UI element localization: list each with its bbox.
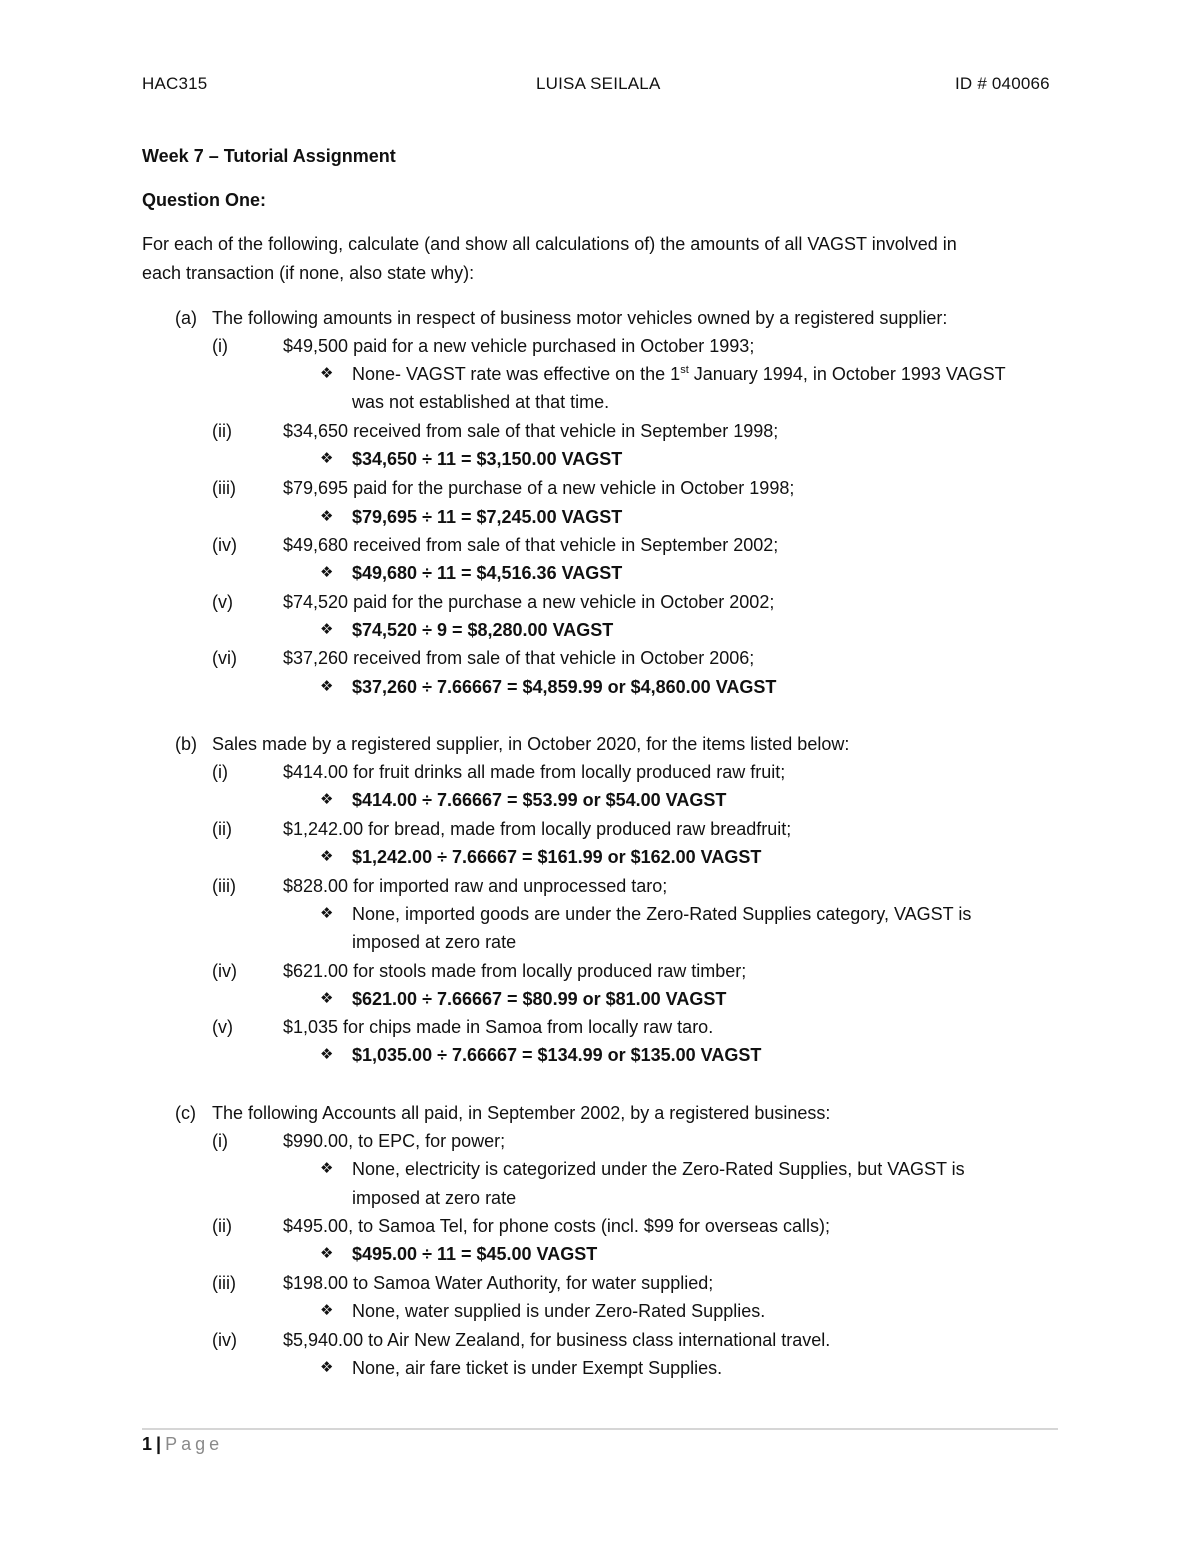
page-word: Page: [165, 1434, 224, 1454]
header-student-id: ID # 040066: [955, 74, 1050, 93]
item-b-i-number: (i): [212, 762, 228, 782]
item-c-iv-number: (iv): [212, 1330, 237, 1350]
item-b-iii-answer-line-2: imposed at zero rate: [352, 932, 517, 952]
item-a-iv-answer: $49,680 ÷ 11 = $4,516.36 VAGST: [352, 563, 623, 583]
item-c-i-text: $990.00, to EPC, for power;: [283, 1131, 506, 1151]
item-c-iii-number: (iii): [212, 1273, 236, 1293]
item-a-v-number: (v): [212, 592, 233, 612]
item-a-ii-answer: $34,650 ÷ 11 = $3,150.00 VAGST: [352, 449, 623, 469]
item-b-ii-number: (ii): [212, 819, 232, 839]
item-a-vi-text: $37,260 received from sale of that vehicle in October 2006;: [283, 648, 755, 668]
section-a-text: The following amounts in respect of business motor vehicles owned by a registered supplier:: [212, 308, 948, 328]
item-b-v-text: $1,035 for chips made in Samoa from locally raw taro.: [283, 1017, 714, 1037]
item-a-i-answer-line-1: None- VAGST rate was effective on the 1st January 1994, in October 1993 VAGST: [352, 364, 1006, 384]
diamond-bullet-icon: ❖: [320, 1046, 334, 1063]
diamond-bullet-icon: ❖: [320, 1160, 334, 1177]
item-a-i-number: (i): [212, 336, 228, 356]
section-b-text: Sales made by a registered supplier, in October 2020, for the items listed below:: [212, 734, 850, 754]
item-b-i-text: $414.00 for fruit drinks all made from locally produced raw fruit;: [283, 762, 786, 782]
item-a-vi-number: (vi): [212, 648, 237, 668]
item-a-i-answer-line-2: was not established at that time.: [352, 392, 610, 412]
item-a-vi-answer: $37,260 ÷ 7.66667 = $4,859.99 or $4,860.00 VAGST: [352, 677, 777, 697]
item-c-i-answer-line-2: imposed at zero rate: [352, 1188, 517, 1208]
item-a-iii-number: (iii): [212, 478, 236, 498]
item-c-iii-answer: None, water supplied is under Zero-Rated Supplies.: [352, 1301, 766, 1321]
footer-separator: |: [156, 1434, 162, 1454]
diamond-bullet-icon: ❖: [320, 1359, 334, 1376]
diamond-bullet-icon: ❖: [320, 1245, 334, 1262]
diamond-bullet-icon: ❖: [320, 990, 334, 1007]
item-b-iii-number: (iii): [212, 876, 236, 896]
item-b-iii-text: $828.00 for imported raw and unprocessed taro;: [283, 876, 668, 896]
item-a-i-text: $49,500 paid for a new vehicle purchased in October 1993;: [283, 336, 755, 356]
item-c-iv-answer: None, air fare ticket is under Exempt Supplies.: [352, 1358, 723, 1378]
section-b-label: (b): [175, 734, 197, 754]
diamond-bullet-icon: ❖: [320, 508, 334, 525]
assignment-title: Week 7 – Tutorial Assignment: [142, 146, 396, 166]
item-a-v-answer: $74,520 ÷ 9 = $8,280.00 VAGST: [352, 620, 614, 640]
item-c-ii-text: $495.00, to Samoa Tel, for phone costs (incl. $99 for overseas calls);: [283, 1216, 830, 1236]
page-number: 1: [142, 1434, 153, 1454]
diamond-bullet-icon: ❖: [320, 450, 334, 467]
item-c-iv-text: $5,940.00 to Air New Zealand, for business class international travel.: [283, 1330, 831, 1350]
item-b-iii-answer-line-1: None, imported goods are under the Zero-Rated Supplies category, VAGST is: [352, 904, 972, 924]
diamond-bullet-icon: ❖: [320, 365, 334, 382]
item-b-ii-text: $1,242.00 for bread, made from locally produced raw breadfruit;: [283, 819, 792, 839]
item-c-i-answer-line-1: None, electricity is categorized under the Zero-Rated Supplies, but VAGST is: [352, 1159, 965, 1179]
diamond-bullet-icon: ❖: [320, 621, 334, 638]
item-b-i-answer: $414.00 ÷ 7.66667 = $53.99 or $54.00 VAGST: [352, 790, 727, 810]
item-a-iii-answer: $79,695 ÷ 11 = $7,245.00 VAGST: [352, 507, 623, 527]
item-b-iv-number: (iv): [212, 961, 237, 981]
item-b-iv-answer: $621.00 ÷ 7.66667 = $80.99 or $81.00 VAGST: [352, 989, 727, 1009]
item-a-iv-number: (iv): [212, 535, 237, 555]
section-a-label: (a): [175, 308, 197, 328]
header-course-code: HAC315: [142, 74, 208, 93]
item-a-iii-text: $79,695 paid for the purchase of a new vehicle in October 1998;: [283, 478, 795, 498]
item-a-iv-text: $49,680 received from sale of that vehicle in September 2002;: [283, 535, 779, 555]
item-b-v-number: (v): [212, 1017, 233, 1037]
diamond-bullet-icon: ❖: [320, 1302, 334, 1319]
item-c-ii-answer: $495.00 ÷ 11 = $45.00 VAGST: [352, 1244, 598, 1264]
diamond-bullet-icon: ❖: [320, 848, 334, 865]
diamond-bullet-icon: ❖: [320, 678, 334, 695]
intro-line-2: each transaction (if none, also state why):: [142, 263, 475, 283]
footer-divider: [142, 1428, 1058, 1430]
section-c-text: The following Accounts all paid, in September 2002, by a registered business:: [212, 1103, 831, 1123]
diamond-bullet-icon: ❖: [320, 905, 334, 922]
item-a-ii-number: (ii): [212, 421, 232, 441]
diamond-bullet-icon: ❖: [320, 564, 334, 581]
section-c-label: (c): [175, 1103, 196, 1123]
question-heading: Question One:: [142, 190, 267, 210]
diamond-bullet-icon: ❖: [320, 791, 334, 808]
item-c-iii-text: $198.00 to Samoa Water Authority, for water supplied;: [283, 1273, 714, 1293]
item-b-v-answer: $1,035.00 ÷ 7.66667 = $134.99 or $135.00 VAGST: [352, 1045, 762, 1065]
item-a-v-text: $74,520 paid for the purchase a new vehicle in October 2002;: [283, 592, 775, 612]
intro-line-1: For each of the following, calculate (and show all calculations of) the amounts of all VAGST involved in: [142, 234, 957, 254]
item-b-iv-text: $621.00 for stools made from locally produced raw timber;: [283, 961, 747, 981]
header-student-name: LUISA SEILALA: [536, 74, 661, 93]
item-c-i-number: (i): [212, 1131, 228, 1151]
page-footer: [142, 1434, 223, 1455]
item-b-ii-answer: $1,242.00 ÷ 7.66667 = $161.99 or $162.00 VAGST: [352, 847, 762, 867]
item-c-ii-number: (ii): [212, 1216, 232, 1236]
item-a-ii-text: $34,650 received from sale of that vehicle in September 1998;: [283, 421, 779, 441]
